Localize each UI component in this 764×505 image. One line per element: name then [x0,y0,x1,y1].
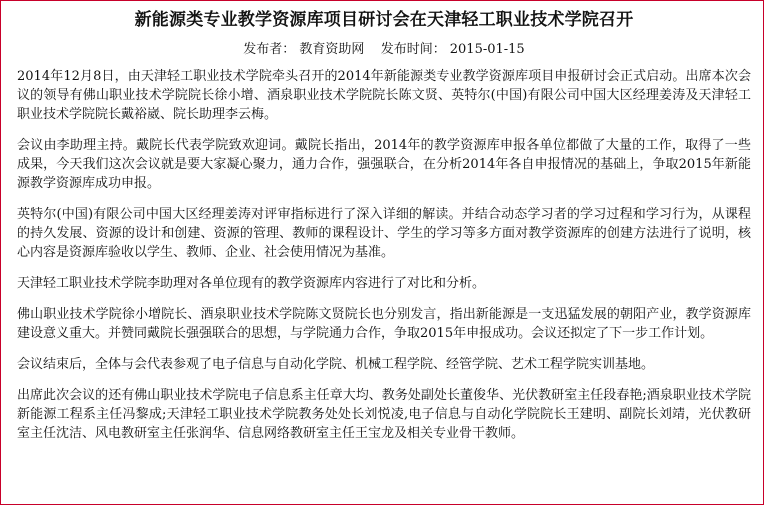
paragraph-7: 出席此次会议的还有佛山职业技术学院电子信息系主任章大均、教务处副处长董俊华、光伏教研室主任段春艳;酒泉职业技术学院新能源工程系主任冯黎成;天津轻工职业技术学院教务处处长刘悦凌,电子信息与自动化学院院长王建明、副院长刘靖，光伏教研室主任沈洁、风电教研室主任张润华、信息网络教研室主任王宝龙及相关专业骨干教师。 [17,388,751,441]
article-meta [17,41,751,59]
time-value: 2015-01-15 [449,42,525,57]
article-title: 新能源类专业教学资源库项目研讨会在天津轻工职业技术学院召开 [134,10,634,30]
paragraph-1: 2014年12月8日，由天津轻工职业技术学院牵头召开的2014年新能源类专业教学资源库项目申报研讨会正式启动。出席本次会议的领导有佛山职业技术学院院长徐小增、酒泉职业技术学院院长陈文贤、英特尔(中国)有限公司中国大区经理姜涛及天津轻工职业技术学院院长戴裕崴、院长助理李云梅。 [17,69,751,122]
publisher-value: 教育资助网 [299,42,365,57]
publisher-label: 发布者： [243,42,296,57]
time-label: 发布时间： [380,42,446,57]
paragraph-2: 会议由李助理主持。戴院长代表学院致欢迎词。戴院长指出，2014年的教学资源库申报各单位都做了大量的工作，取得了一些成果，今天我们这次会议就是要大家凝心聚力，通力合作，强强联合，在分析2014年各自申报情况的基础上，争取2015年新能源教学资源库成功申报。 [17,138,751,191]
paragraph-4: 天津轻工职业技术学院李助理对各单位现有的教学资源库内容进行了对比和分析。 [17,276,486,291]
paragraph-5: 佛山职业技术学院徐小增院长、酒泉职业技术学院陈文贤院长也分别发言，指出新能源是一支迅猛发展的朝阳产业，教学资源库建设意义重大。并赞同戴院长强强联合的思想，与学院通力合作，争取2015年申报成功。会议还拟定了下一步工作计划。 [17,307,751,341]
paragraph-3: 英特尔(中国)有限公司中国大区经理姜涛对评审指标进行了深入详细的解读。并结合动态学习者的学习过程和学习行为，从课程的持久发展、资源的设计和创建、资源的管理、教师的课程设计、学生的学习等多方面对教学资源库的创建方法进行了说明，核心内容是资源库验收以学生、教师、企业、社会使用情况为基准。 [17,207,751,260]
paragraph-6: 会议结束后，全体与会代表参观了电子信息与自动化学院、机械工程学院、经管学院、艺术工程学院实训基地。 [17,357,655,372]
